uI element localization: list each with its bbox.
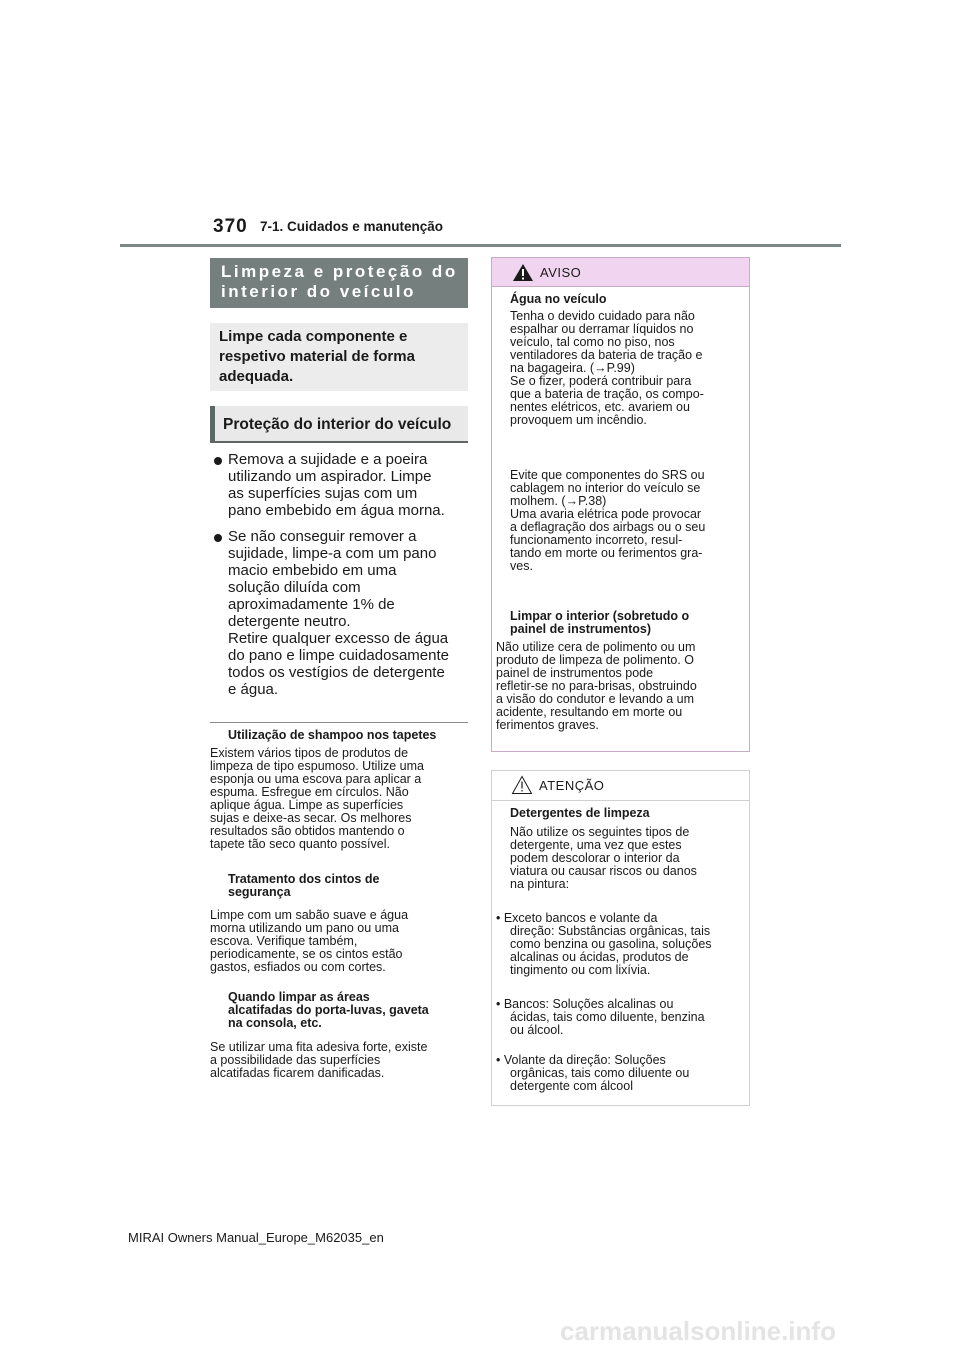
watermark: carmanualsonline.info [560,1316,836,1346]
aviso-line: provoquem um incêndio. [510,413,647,427]
warning-triangle-icon [512,263,534,282]
aviso-line: Se o fizer, poderá contribuir para [510,374,692,388]
atencao-line: direção: Substâncias orgânicas, tais [510,924,711,938]
info-line: escova. Verifique também, [210,934,358,948]
bullet-line: detergente neutro. [228,613,351,630]
bullet-dot-icon [214,534,222,542]
atencao-header [491,770,750,801]
atencao-line: orgânicas, tais como diluente ou [510,1066,690,1080]
intro-box [210,323,468,391]
bullet-item [210,528,468,698]
info-divider [210,722,468,723]
aviso-heading: Água no veículo [510,292,607,306]
intro-line: Limpe cada componente e [219,328,408,345]
aviso-line: tando em morte ou ferimentos gra- [510,546,703,560]
info-heading: Utilização de shampoo nos tapetes [228,728,437,742]
bullet-dot-icon [214,457,222,465]
info-heading-line: alcatifadas do porta-luvas, gaveta [228,1003,429,1017]
info-heading [228,873,379,899]
warning-triangle-outline-icon [511,775,533,795]
sub-heading: Proteção do interior do veículo [210,406,468,443]
info-line: alcatifadas ficarem danificadas. [210,1066,385,1080]
atencao-line: detergente com álcool [510,1079,633,1093]
atencao-list-item [496,912,746,977]
aviso-line: refletir-se no para-brisas, obstruindo [496,679,697,693]
info-line: a possibilidade das superfícies [210,1053,381,1067]
atencao-line: viatura ou causar riscos ou danos [510,864,697,878]
aviso-line: a visão do condutor e levando a um [496,692,695,706]
atencao-line: detergente, uma vez que estes [510,838,682,852]
bullet-line: macio embebido em uma [228,562,397,579]
aviso-line: molhem. (→P.38) [510,494,607,508]
bullet-line: Retire qualquer excesso de água [228,630,449,647]
aviso-heading [510,610,689,636]
bullet-line: aproximadamente 1% de [228,596,395,613]
info-line: Limpe com um sabão suave e água [210,908,409,922]
aviso-line: que a bateria de tração, os compo- [510,387,704,401]
info-heading-line: segurança [228,885,291,899]
info-line: Se utilizar uma fita adesiva forte, existe [210,1040,428,1054]
atencao-line: ou álcool. [510,1023,564,1037]
info-heading-line: Quando limpar as áreas [228,990,370,1004]
atencao-line: alcalinas ou ácidas, produtos de [510,950,689,964]
page-title-line: Limpeza e proteção do [221,262,458,281]
info-line: esponja ou uma escova para aplicar a [210,772,422,786]
aviso-line: produto de limpeza de polimento. O [496,653,695,667]
aviso-line: a deflagração dos airbags ou o seu [510,520,706,534]
aviso-line: nentes elétricos, etc. avariem ou [510,400,690,414]
aviso-header [491,257,750,287]
bullet-item [210,451,468,519]
info-line: sujas e deixe-as secar. Os melhores [210,811,412,825]
aviso-line: Tenha o devido cuidado para não [510,309,695,323]
aviso-line: Não utilize cera de polimento ou um [496,640,696,654]
info-paragraph [210,909,472,974]
aviso-paragraph [510,310,746,427]
bullet-line: Se não conseguir remover a [228,528,417,545]
bullet-line: e água. [228,681,279,698]
aviso-line: painel de instrumentos pode [496,666,654,680]
info-line: morna utilizando um pano ou uma [210,921,400,935]
aviso-line: funcionamento incorreto, resul- [510,533,683,547]
atencao-line: na pintura: [510,877,570,891]
bullet-line: sujidade, limpe-a com um pano [228,545,437,562]
atencao-list-item [496,998,746,1037]
intro-line: respetivo material de forma [219,348,415,365]
info-line: Existem vários tipos de produtos de [210,746,409,760]
aviso-line: ventiladores da bateria de tração e [510,348,703,362]
info-line: tapete tão seco quanto possível. [210,837,390,851]
aviso-line: ferimentos graves. [496,718,599,732]
info-heading-line: Tratamento dos cintos de [228,872,380,886]
aviso-line: Evite que componentes do SRS ou [510,468,705,482]
info-line: resultados são obtidos mantendo o [210,824,405,838]
bullet-line: Remova a sujidade e a poeira [228,451,428,468]
atencao-line: • Volante da direção: Soluções [496,1053,666,1067]
atencao-label: ATENÇÃO [539,778,605,793]
info-line: espuma. Esfregue em círculos. Não [210,785,409,799]
intro-line: adequada. [219,368,294,385]
bullet-line: utilizando um aspirador. Limpe [228,468,432,485]
info-line: aplique água. Limpe as superfícies [210,798,404,812]
bullet-line: todos os vestígios de detergente [228,664,445,681]
aviso-paragraph [496,641,746,732]
bullet-line: as superfícies sujas com um [228,485,418,502]
aviso-heading-line: painel de instrumentos) [510,622,651,636]
info-line: periodicamente, se os cintos estão [210,947,403,961]
aviso-line: ves. [510,559,533,573]
info-paragraph [210,1041,472,1080]
aviso-line: na bagageira. (→P.99) [510,361,635,375]
info-line: gastos, esfiados ou com cortes. [210,960,386,974]
aviso-line: veículo, tal como no piso, nos [510,335,675,349]
info-heading [228,991,429,1030]
section-title: 7-1. Cuidados e manutenção [260,219,444,234]
atencao-line: tingimento ou com lixívia. [510,963,651,977]
aviso-paragraph [510,469,746,573]
aviso-line: acidente, resultando em morte ou [496,705,683,719]
header-rule [120,244,841,247]
bullet-line: do pano e limpe cuidadosamente [228,647,449,664]
page-title-box [210,258,468,308]
info-heading-line: na consola, etc. [228,1016,322,1030]
info-line: limpeza de tipo espumoso. Utilize uma [210,759,424,773]
aviso-line: espalhar ou derramar líquidos no [510,322,694,336]
aviso-line: cablagem no interior do veículo se [510,481,701,495]
info-paragraph [210,747,472,851]
aviso-heading-line: Limpar o interior (sobretudo o [510,609,690,623]
aviso-label: AVISO [540,265,582,280]
atencao-line: podem descolorar o interior da [510,851,680,865]
page-title-line: interior do veículo [221,282,416,301]
atencao-list-item [496,1054,746,1093]
atencao-line: como benzina ou gasolina, soluções [510,937,712,951]
atencao-heading: Detergentes de limpeza [510,806,650,820]
bullet-line: pano embebido em água morna. [228,502,445,519]
aviso-line: Uma avaria elétrica pode provocar [510,507,702,521]
atencao-paragraph [510,826,746,891]
atencao-line: Não utilize os seguintes tipos de [510,825,690,839]
page-number: 370 [213,216,248,237]
footer-text: MIRAI Owners Manual_Europe_M62035_en [128,1230,384,1245]
atencao-line: • Exceto bancos e volante da [496,911,658,925]
atencao-line: ácidas, tais como diluente, benzina [510,1010,705,1024]
bullet-line: solução diluída com [228,579,361,596]
atencao-line: • Bancos: Soluções alcalinas ou [496,997,674,1011]
